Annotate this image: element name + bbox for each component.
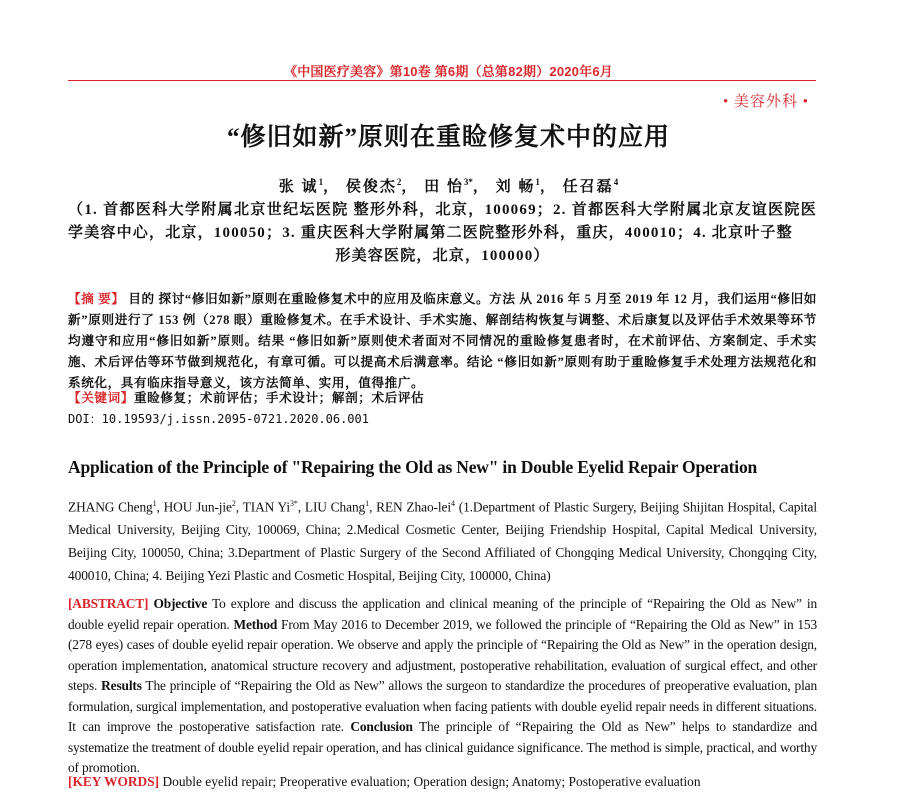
en-author-sup: 2 xyxy=(231,499,236,508)
doi: DOI：10.19593/j.issn.2095-0721.2020.06.001 xyxy=(68,412,369,426)
en-author-sup: 3* xyxy=(289,499,298,508)
zh-author: 张 诚 xyxy=(278,179,319,195)
zh-author-separator: ， xyxy=(323,179,341,195)
zh-keywords xyxy=(68,388,817,408)
en-author-sup: 4 xyxy=(450,499,455,508)
en-keywords-label: [KEY WORDS] xyxy=(68,774,160,789)
header-divider xyxy=(68,80,816,81)
zh-keywords-label: 【关键词】 xyxy=(68,391,134,405)
column-label: • 美容外科 • xyxy=(722,94,809,110)
zh-author: 刘 畅 xyxy=(495,179,536,195)
en-affiliations: (1.Department of Plastic Surgery, Beijing Shijitan Hospital, Capital Medical University, Beijing City, 100069, China; 2.Medical Cosmetic Center, Beijing Friendship Hospital, Capital Medical University, Beijing City, 100050, China; 3.Department of Plastic Surgery of the Second Affiliated of Chongqing Medical University, Chongqing City, 400010, China; 4. Beijing Yezi Plastic and Cosmetic Hospital, Beijing City, 100000, China) xyxy=(68,499,817,584)
journal-header: 《中国医疗美容》第10卷 第6期（总第82期）2020年6月 xyxy=(284,64,613,79)
zh-abstract xyxy=(68,289,817,394)
en-author: REN Zhao-lei xyxy=(376,499,451,515)
zh-affiliations xyxy=(68,199,817,268)
zh-author-separator: ， xyxy=(539,179,557,195)
zh-author: 任召磊 xyxy=(562,179,614,195)
en-author: ZHANG Cheng xyxy=(68,499,153,515)
zh-affiliations-last-line: 形美容医院，北京，100000） xyxy=(335,248,550,264)
en-method-text: From May 2016 to December 2019, we followed the principle of “Repairing the Old as New” in 153 (278 eyes) cases of double eyelid repair operation. We observe and apply the principle of “Repairing the Old as New” in the operation design, operation implementation, anatomical structure recovery and adjustment, postoperative rehabilitation, evaluation of surgical effect, and other steps. xyxy=(68,616,817,693)
en-method-heading: Method xyxy=(233,616,278,632)
zh-author-separator: ， xyxy=(401,179,419,195)
zh-keywords-text: 重睑修复；术前评估；手术设计；解剖；术后评估 xyxy=(133,391,425,405)
en-conclusion-text: The principle of “Repairing the Old as New” helps to standardize and systematize the treatment of double eyelid repair operation, and has clinical guidance significance. The method is simple, practical, and worthy of promotion. xyxy=(68,719,817,775)
zh-article-title: “修旧如新”原则在重睑修复术中的应用 xyxy=(226,124,670,151)
en-objective-text: To explore and discuss the application and clinical meaning of the principle of “Repairing the Old as New” in double eyelid repair operation. xyxy=(68,596,817,632)
en-author-separator: , xyxy=(297,499,305,515)
en-author-sup: 1 xyxy=(365,499,370,508)
zh-author-sup: 4 xyxy=(613,177,619,187)
en-objective-heading: Objective xyxy=(153,596,208,611)
en-article-title: Application of the Principle of "Repairing the Old as New" in Double Eyelid Repair Operation xyxy=(68,457,758,477)
en-author-separator: , xyxy=(235,499,243,515)
en-author-separator: , xyxy=(369,499,377,515)
zh-abstract-label: 【摘 要】 xyxy=(68,292,125,306)
en-keywords-text: Double eyelid repair; Preoperative evaluation; Operation design; Anatomy; Postoperative evaluation xyxy=(159,774,701,789)
en-author: HOU Jun-jie xyxy=(163,499,232,515)
zh-abstract-text: 目的 探讨“修旧如新”原则在重睑修复术中的应用及临床意义。方法 从 2016 年 5 月至 2019 年 12 月，我们运用“修旧如新”原则进行了 153 例（278 眼）重睑修复术。在手术设计、手术实施、解剖结构恢复与调整、术后康复以及评估手术效果等环节均遵守和应用“修旧如新”原则。结果 “修旧如新”原则使术者面对不同情况的重睑修复患者时，在术前评估、方案制定、手术实施、术后评估等环节做到规范化，有章可循。可以提高术后满意率。结论 “修旧如新”原则有助于重睑修复手术处理方法规范化和系统化，具有临床指导意义，该方法简单、实用，值得推广。 xyxy=(68,292,817,390)
zh-affiliations-main: （1. 首都医科大学附属北京世纪坛医院 整形外科，北京，100069；2. 首都医科大学附属北京友谊医院医学美容中心，北京，100050；3. 重庆医科大学附属第二医院整形外科，重庆，400010；4. 北京叶子整 xyxy=(68,202,817,241)
en-results-heading: Results xyxy=(101,678,142,693)
zh-author: 侯俊杰 xyxy=(345,179,397,195)
en-author: LIU Chang xyxy=(304,499,366,515)
zh-author-sup: 1 xyxy=(318,177,324,187)
en-results-text: The principle of “Repairing the Old as New” allows the surgeon to standardize the procedures of preoperative evaluation, plan formulation, surgical implementation, and postoperative evaluation when facing patients with double eyelid repair needs in different situations. It can improve the postoperative satisfaction rate. xyxy=(68,678,817,734)
en-keywords xyxy=(68,772,817,792)
zh-author: 田 怡 xyxy=(424,179,464,195)
zh-author-list xyxy=(0,175,897,196)
en-abstract-label: [ABSTRACT] xyxy=(68,596,149,611)
zh-author-separator: ， xyxy=(472,179,490,195)
zh-author-sup: 2 xyxy=(396,177,402,187)
en-abstract xyxy=(68,594,817,779)
en-conclusion-heading: Conclusion xyxy=(350,719,413,734)
en-author-separator: , xyxy=(156,499,164,515)
en-author-sup: 1 xyxy=(152,499,157,508)
zh-author-sup: 3* xyxy=(463,177,473,187)
en-author: TIAN Yi xyxy=(242,499,290,515)
en-authors-affiliations xyxy=(68,492,817,587)
zh-author-sup: 1 xyxy=(535,177,540,187)
